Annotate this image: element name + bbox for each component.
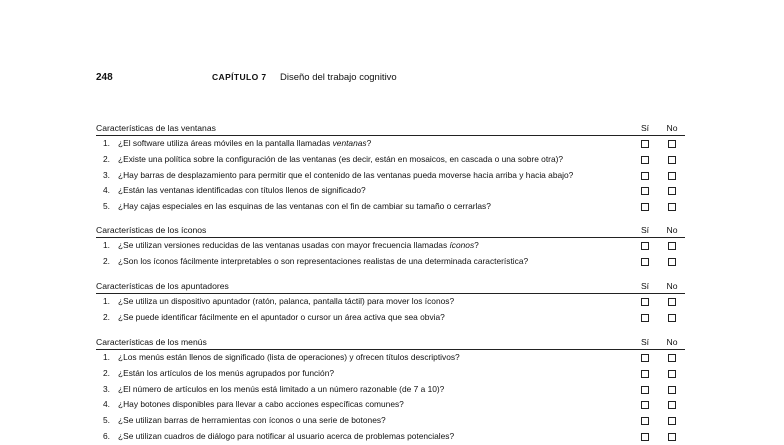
no-checkbox[interactable] (668, 401, 676, 409)
item-number: 1. (103, 352, 110, 362)
page-number: 248 (96, 72, 113, 83)
item-number: 5. (103, 201, 110, 212)
question-emphasis: íconos (449, 240, 475, 250)
no-checkbox[interactable] (668, 156, 676, 164)
section-header (96, 281, 685, 294)
question-text-end: ? (474, 240, 479, 250)
checklist-item (96, 152, 685, 168)
checklist-item (96, 238, 685, 254)
no-checkbox[interactable] (668, 242, 676, 250)
item-number: 6. (103, 430, 110, 441)
no-column-header: No (666, 225, 678, 235)
no-checkbox[interactable] (668, 417, 676, 425)
checklist-item (96, 168, 685, 184)
yes-checkbox[interactable] (641, 298, 649, 306)
yes-checkbox[interactable] (641, 203, 649, 211)
no-checkbox[interactable] (668, 140, 676, 148)
no-checkbox[interactable] (668, 370, 676, 378)
section-header (96, 337, 685, 350)
checklist-item (96, 429, 685, 445)
section-title: Características de los apuntadores (96, 281, 229, 291)
question-text-end: ? (366, 138, 372, 148)
item-number: 3. (103, 169, 110, 180)
checklist-item (96, 382, 685, 398)
yes-checkbox[interactable] (641, 258, 649, 266)
item-number: 3. (103, 383, 110, 394)
checklist-item (96, 350, 685, 366)
item-number: 1. (103, 296, 110, 306)
no-checkbox[interactable] (668, 298, 676, 306)
no-checkbox[interactable] (668, 354, 676, 362)
yes-checkbox[interactable] (641, 417, 649, 425)
yes-checkbox[interactable] (641, 156, 649, 164)
item-question (118, 201, 491, 211)
question-text: ¿El número de artículos en los menús está limitado a un número razonable (de 7 a 10)? (118, 383, 445, 394)
item-question (118, 384, 444, 394)
yes-checkbox[interactable] (641, 386, 649, 394)
item-number: 2. (103, 367, 110, 378)
question-text: ¿Los menús están llenos de significado (lista de operaciones) y ofrecen títulos descriptivos? (118, 352, 460, 362)
question-text: ¿Hay cajas especiales en las esquinas de las ventanas con el fin de cambiar su tamaño o cerrarlas? (118, 201, 491, 212)
question-text: ¿El software utiliza áreas móviles en la pantalla llamadas (118, 138, 333, 148)
item-number: 2. (103, 153, 110, 164)
yes-checkbox[interactable] (641, 242, 649, 250)
section-header (96, 123, 685, 136)
yes-checkbox[interactable] (641, 401, 649, 409)
no-checkbox[interactable] (668, 203, 676, 211)
yes-column-header: Sí (640, 123, 650, 133)
checklist-item (96, 183, 685, 199)
question-text: ¿Existe una política sobre la configuración de las ventanas (es decir, están en mosaicos, en cascada o una sobre otra)? (118, 153, 564, 164)
no-checkbox[interactable] (668, 386, 676, 394)
checklist-item (96, 136, 685, 152)
checklist-item (96, 294, 685, 310)
section-title: Características de los íconos (96, 225, 207, 235)
item-number: 2. (103, 255, 110, 266)
yes-column-header: Sí (640, 281, 650, 291)
item-question (118, 240, 479, 250)
page-header (96, 72, 696, 86)
question-text: ¿Se puede identificar fácilmente en el apuntador o cursor un área activa que sea obvia? (118, 311, 445, 322)
item-number: 4. (103, 185, 110, 196)
yes-checkbox[interactable] (641, 187, 649, 195)
no-checkbox[interactable] (668, 433, 676, 441)
yes-checkbox[interactable] (641, 370, 649, 378)
yes-column-header: Sí (640, 337, 650, 347)
item-number: 5. (103, 415, 110, 426)
no-column-header: No (666, 281, 678, 291)
no-column-header: No (666, 337, 678, 347)
chapter-label: CAPÍTULO 7 (212, 72, 267, 82)
checklist-section (96, 225, 685, 270)
yes-checkbox[interactable] (641, 172, 649, 180)
item-question (118, 399, 404, 409)
checklist-section (96, 281, 685, 326)
item-question (118, 296, 454, 306)
item-number: 4. (103, 399, 110, 410)
item-question (118, 154, 563, 164)
no-checkbox[interactable] (668, 314, 676, 322)
checklist-item (96, 199, 685, 215)
question-text: ¿Hay botones disponibles para llevar a cabo acciones específicas comunes? (118, 399, 404, 410)
question-text: ¿Hay barras de desplazamiento para permitir que el contenido de las ventanas pueda moverse hacia arriba y hacia abajo? (118, 169, 574, 180)
item-question (118, 312, 445, 322)
no-checkbox[interactable] (668, 258, 676, 266)
checklist-item (96, 397, 685, 413)
question-text: ¿Se utiliza un dispositivo apuntador (ratón, palanca, pantalla táctil) para mover los íconos? (118, 296, 455, 306)
checklist-item (96, 254, 685, 270)
item-number: 1. (103, 240, 110, 250)
section-title: Características de los menús (96, 337, 207, 347)
checklist-item (96, 413, 685, 429)
item-question (118, 256, 528, 266)
item-question (118, 368, 334, 378)
question-text: ¿Se utilizan cuadros de diálogo para notificar al usuario acerca de problemas potenciales? (118, 430, 455, 441)
item-question (118, 170, 573, 180)
question-text: ¿Se utilizan barras de herramientas con íconos o una serie de botones? (118, 415, 386, 426)
section-title: Características de las ventanas (96, 123, 216, 133)
item-question (118, 138, 371, 148)
question-text: ¿Están las ventanas identificadas con títulos llenos de significado? (118, 185, 366, 196)
no-checkbox[interactable] (668, 187, 676, 195)
checklist-section (96, 337, 685, 445)
no-checkbox[interactable] (668, 172, 676, 180)
checklist-item (96, 310, 685, 326)
item-question (118, 185, 366, 195)
yes-column-header: Sí (640, 225, 650, 235)
no-column-header: No (666, 123, 678, 133)
yes-checkbox[interactable] (641, 433, 649, 441)
question-text: ¿Están los artículos de los menús agrupados por función? (118, 367, 335, 378)
yes-checkbox[interactable] (641, 354, 649, 362)
chapter-title: Diseño del trabajo cognitivo (280, 72, 397, 83)
item-question (118, 415, 386, 425)
yes-checkbox[interactable] (641, 140, 649, 148)
checklist-section (96, 123, 685, 215)
question-emphasis: ventanas (332, 138, 367, 148)
item-number: 1. (103, 138, 110, 148)
item-number: 2. (103, 311, 110, 322)
item-question (118, 352, 460, 362)
question-text: ¿Se utilizan versiones reducidas de las ventanas usadas con mayor frecuencia llamadas (118, 240, 450, 250)
section-header (96, 225, 685, 238)
yes-checkbox[interactable] (641, 314, 649, 322)
question-text: ¿Son los íconos fácilmente interpretables o son representaciones realistas de una determinada característica? (118, 255, 529, 266)
item-question (118, 431, 454, 441)
checklist-item (96, 366, 685, 382)
